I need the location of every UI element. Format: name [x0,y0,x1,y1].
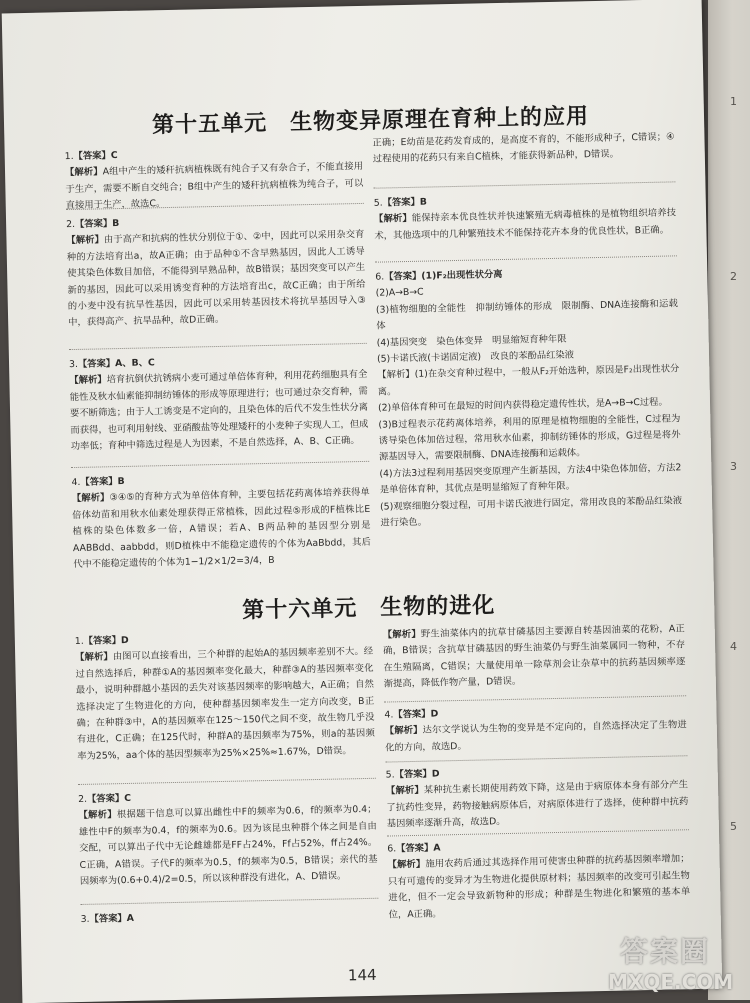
explanation-text: 培育抗倒伏抗锈病小麦可通过单倍体育种，利用花药细胞具有全能性及秋水仙素能抑制纺锤体的形成等原理进行；也可通过杂交育种，需要不断筛选；由于人工诱变是不定向的，且染色体的后代不发生性状分离而获得，也可利用射线、亚硝酸盐等处理矮秆的小麦种子实现人工，但成功率低；育种中筛选过程是人为因素，不是自然选择，A、B、C正确。 [69,369,369,453]
divider [375,255,677,262]
explanation-text: (2)A→B→C (3)植物细胞的全能性 抑制纺锤体的形成 限制酶、DNA连接酶和运载体 (4)基因突变 染色体变异 明显缩短育种年限 (5)卡诺氏液(卡诺固定液) 改良的苯酚品红染液 【解析】(1)在杂交育种过程中，一般从F₂开始选种，原因是F₂出现性状分离。 (2)单倍体育种可在最短的时间内获得稳定遗传性状，是A→B→C过程。 (3)B过程表示花药离体培养，利用的原理是植物细胞的全能性，C过程为诱导染色体加倍过程，常用秋水仙素，抑制纺锤体的形成，G过程是将外源基因导入，需要限制酶、DNA连接酶和运载体。 (4)方法3过程利用基因突变原理产生新基因，方法4中染色体加倍，方法2是单倍体育种，其优点是明显缩短了育种年限。 (5)观察细胞分裂过程，可用卡诺氏液进行固定，常用改良的苯酚品红染液进行染色。 [375,287,683,529]
book-page [2,0,723,1003]
answer-item: 1.【答案】D 【解析】由图可以直接看出，三个种群的起始A的基因频率差别不大。经过自然选择后，种群①A的基因频率变化最大，种群③A的基因频率变化最小，说明种群越小基因的丢失对该基因频率的影响越大，A正确；自然选择决定了生物进化的方向，使种群基因频率发生一定方向改变，B正确；在种群③中，A的基因频率在125～150代之间不变，故生物几乎没有进化，C正确；在125代时，种群A的基因频率为75%，则a的基因频率为25%，aa个体的基因型频率为25%×25%≈1.67%，D错误。 [74,634,375,762]
adjacent-page-fragment: 1 [730,95,737,108]
adjacent-page-fragment: 2 [730,270,737,283]
explanation-text: 施用农药后通过其选择作用可使害虫种群的抗药基因频率增加；只有可遗传的变异才为生物进化提供原材料；基因频率的改变可引起生物进化，但不一定会导致新物种的形成；种群是生物进化和繁殖的基本单位，A正确。 [387,853,691,921]
page-number: 144 [347,965,377,985]
answer-item: 5.【答案】B 【解析】能保持亲本优良性状并快速繁殖无病毒植株的是植物组织培养技术，其他选项中的几种繁殖技术不能保持花卉本身的优良性状，B正确。 [373,196,677,242]
divider [71,461,369,468]
answer-label: 【答案】C [73,150,118,162]
answer-item: 【解析】野生油菜体内的抗草甘磷基因主要源自转基因油菜的花粉，A正确，B错误；含抗草甘磷基因的野生油菜仍与野生油菜属同一物种，不存在生殖隔离，C错误；大量使用单一除草剂会让杂草中的抗药基因频率逐渐提高，降低作物产量，D错误。 [382,623,686,690]
divider [80,898,378,905]
divider [69,343,367,350]
explanation-text: ③④⑤的育种方式为单倍体育种，主要包括花药离体培养获得单倍体幼苗和用秋水仙素处理获得正常植株，因此过程⑤形成的F植株比E植株的染色体数多一倍，A错误；若A、B两品种的基因型分别是AABBdd、aabbdd，则D植株中不能稳定遗传的个体为AaBbdd，其后代中不能稳定遗传的个体为1−1/2×1/2=3/4，B [72,487,371,571]
adjacent-page-fragment: 5 [730,820,737,833]
answer-item: 6.【答案】(1)F₂出现性状分离 (2)A→B→C (3)植物细胞的全能性 抑制纺锤体的形成 限制酶、DNA连接酶和运载体 (4)基因突变 染色体变异 明显缩短育种年限 (5)卡诺氏液(卡诺固定液) 改良的苯酚品红染液 【解析】(1)在杂交育种过程中，一般从F₂开始选种，原因是F₂出现性状分离。 (2)单倍体育种可在最短的时间内获得稳定遗传性状，是A→B→C过程。 (3)B过程表示花药离体培养，利用的原理是植物细胞的全能性，C过程为诱导染色体加倍过程，常用秋水仙素，抑制纺锤体的形成，G过程是将外源基因导入，需要限制酶、DNA连接酶和运载体。 (4)方法3过程利用基因突变原理产生新基因，方法4中染色体加倍，方法2是单倍体育种，其优点是明显缩短了育种年限。 (5)观察细胞分裂过程，可用卡诺氏液进行固定，常用改良的苯酚品红染液进行染色。 [375,263,682,532]
explanation-text: 某种抗生素长期使用药效下降，这是由于病原体本身有部分产生了抗药性变异，药物接触病原体后，对病原体进行了选择，使种群中抗药基因频率逐渐升高，故选D。 [386,779,689,830]
unit16-right-column [382,621,691,921]
answer-item: 2.【答案】C 【解析】根据题干信息可以算出雌性中F的频率为0.6，f的频率为0.4；雄性中F的频率为0.4，f的频率为0.6。因为该昆虫种群个体之间是自由交配，可以算出子代中无论雌雄都是FF占24%，Ff占52%，ff占24%。C正确，A错误。子代F的频率为0.5，f的频率为0.5，B错误；亲代的基因频率为(0.6+0.4)/2=0.5，所以该种群没有进化，A、D错误。 [78,792,378,888]
watermark-logo: 答案圈 [620,935,711,968]
answer-item: 6.【答案】A 【解析】施用农药后通过其选择作用可使害虫种群的抗药基因频率增加；只有可遗传的变异才为生物进化提供原材料；基因频率的改变可引起生物进化，但不一定会导致新物种的形成；种群是生物进化和繁殖的基本单位，A正确。 [387,842,691,921]
explanation-text: 由图可以直接看出，三个种群的起始A的基因频率差别不大。经过自然选择后，种群①A的基因频率变化最大，种群③A的基因频率变化最小，说明种群越小基因的丢失对该基因频率的影响越大，A正确；自然选择决定了生物进化的方向，使种群基因频率发生一定方向改变，B正确；在种群③中，A的基因频率在125～150代之间不变，故生物几乎没有进化，C正确；在125代时，种群A的基因频率为75%，则a的基因频率为25%，aa个体的基因型频率为25%×25%≈1.67%，D错误。 [75,646,375,762]
answer-item: 2.【答案】B 【解析】由于高产和抗病的性状分别位于①、②中，因此可以采用杂交育种的方法培育出a，故A正确；由于品种①不含早熟基因，因此人工诱导使其染色体数目加倍，不能得到早熟品种，故B错误；基因突变可以产生新的基因，因此可以采用诱变育种的方法培育出c，故C正确；由于所给的小麦中没有抗旱性基因，因此可以采用转基因技术将抗旱基因导入③中，获得高产、抗旱品种，故D正确。 [66,218,366,329]
answer-item: 4.【答案】B 【解析】③④⑤的育种方式为单倍体育种，主要包括花药离体培养获得单倍体幼苗和用秋水仙素处理获得正常植株，因此过程⑤形成的F植株比E植株的染色体数多一倍，A错误；若A、B两品种的基因型分别是AABBdd、aabbdd，则D植株中不能稳定遗传的个体为AaBbdd，其后代中不能稳定遗传的个体为1−1/2×1/2=3/4，B [71,475,371,571]
unit15-left-column [64,143,371,571]
adjacent-page-fragment: 4 [730,640,737,653]
unit15-title: 第十五单元 生物变异原理在育种上的应用 [151,103,590,139]
explanation-text: 由于高产和抗病的性状分别位于①、②中，因此可以采用杂交育种的方法培育出a，故A正确；由于品种①不含早熟基因，因此人工诱导使其染色体数目加倍，不能得到早熟品种，故B错误；基因突变可以产生新的基因，因此可以采用诱变育种的方法培育出c，故C正确；由于所给的小麦中没有抗旱性基因，因此可以采用转基因技术将抗旱基因导入③中，获得高产、抗旱品种，故D正确。 [66,229,366,329]
answer-item: 1.【答案】C 【解析】A组中产生的矮秆抗病植株既有纯合子又有杂合子，不能直接用于生产，需要不断自交纯合；B组中产生的矮秆抗病植株为纯合子，可以直接用于生产，故选C。 [64,150,364,212]
divider [78,778,376,785]
explanation-text: 野生油菜体内的抗草甘磷基因主要源自转基因油菜的花粉，A正确，B错误；含抗草甘磷基因的野生油菜仍与野生油菜属同一物种，不存在生殖隔离，C错误；大量使用单一除草剂会让杂草中的抗药基因频率逐渐提高，降低作物产量，D错误。 [383,623,686,690]
answer-item: 4.【答案】D 【解析】达尔文学说认为生物的变异是不定向的，自然选择决定了生物进化的方向，故选D。 [384,708,687,754]
divider [373,181,675,188]
explanation-text: 能保持亲本优良性状并快速繁殖无病毒植株的是植物组织培养技术，其他选项中的几种繁殖技术不能保持花卉本身的优良性状，B正确。 [374,207,677,242]
explanation-text: 达尔文学说认为生物的变异是不定向的，自然选择决定了生物进化的方向，故选D。 [385,719,687,754]
explanation-text: 根据题干信息可以算出雌性中F的频率为0.6，f的频率为0.4；雄性中F的频率为0.4，f的频率为0.6。因为该昆虫种群个体之间是自由交配，可以算出子代中无论雌雄都是FF占24%，Ff占52%，ff占24%。C正确，A错误。子代F的频率为0.5，f的频率为0.5，B错误；亲代的基因频率为(0.6+0.4)/2=0.5，所以该种群没有进化，A、D错误。 [78,804,378,888]
answer-item [372,129,675,168]
unit16-title: 第十六单元 生物的进化 [241,592,496,624]
answer-item: 5.【答案】D 【解析】某种抗生素长期使用药效下降，这是由于病原体本身有部分产生了抗药性变异，药物接触病原体后，对病原体进行了选择，使种群中抗药基因频率逐渐升高，故选D。 [385,768,689,830]
answer-item: 3.【答案】A、B、C 【解析】培育抗倒伏抗锈病小麦可通过单倍体育种，利用花药细胞具有全能性及秋水仙素能抑制纺锤体的形成等原理进行；也可通过杂交育种，需要不断筛选；由于人工诱变是不定向的，且染色体的后代不发生性状分离而获得，也可利用射线、亚硝酸盐等处理矮秆的小麦种子实现人工，但成功率低；育种中筛选过程是人为因素，不是自然选择，A、B、C正确。 [68,357,369,453]
unit16-left-column [74,628,378,925]
answer-item: 3.【答案】A [80,912,135,925]
explanation-text: A组中产生的矮秆抗病植株既有纯合子又有杂合子，不能直接用于生产，需要不断自交纯合；B组中产生的矮秆抗病植株为纯合子，可以直接用于生产，故选C。 [65,161,364,212]
explanation-text: 正确；E幼苗是花药发育成的，是高度不育的，不能形成种子，C错误；④过程使用的花药只有来自C植株，才能获得新品种，D错误。 [372,131,675,166]
watermark-url: MXQE.COM [608,970,734,994]
adjacent-page-fragment: 3 [730,460,737,473]
